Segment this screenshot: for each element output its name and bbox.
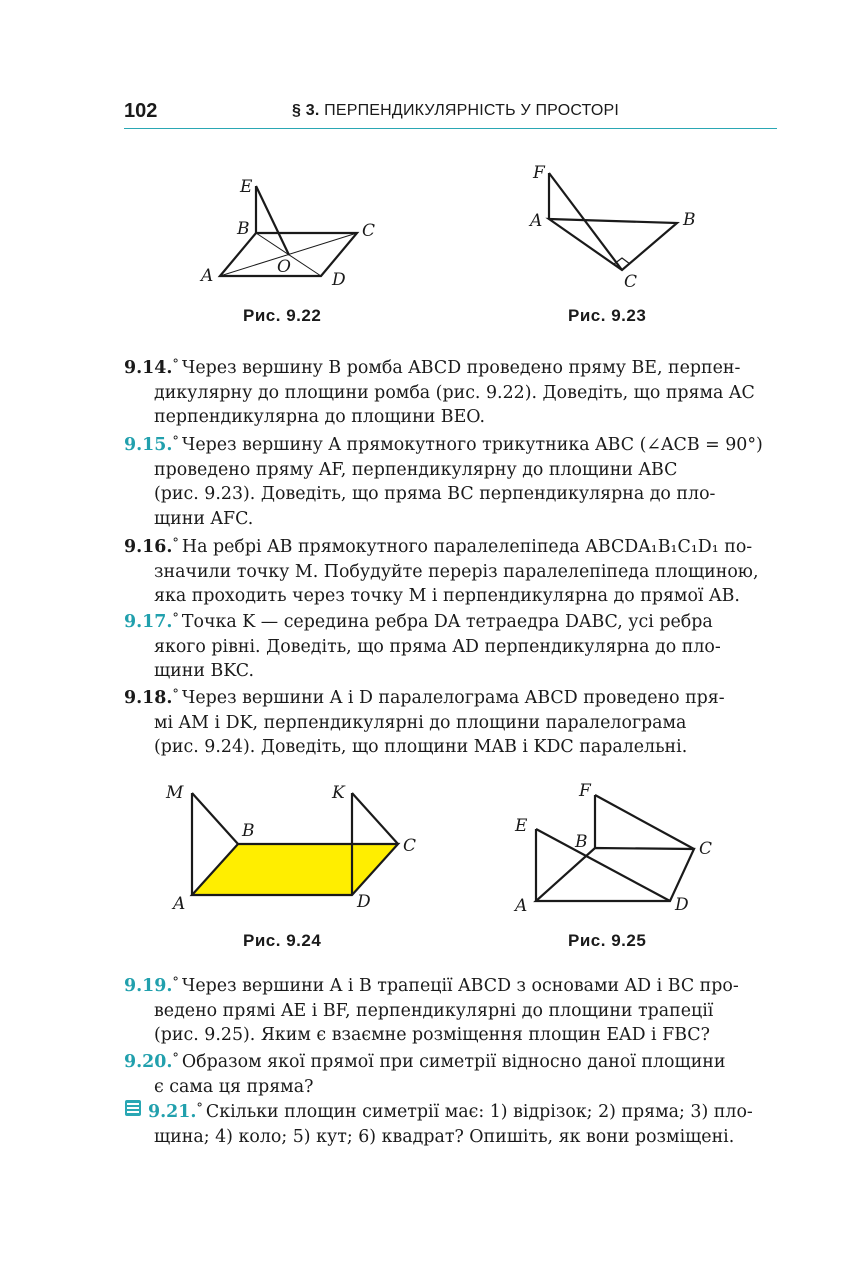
problem-number: 9.15.: [124, 435, 173, 455]
caption-fig-9-23: Рис. 9.23: [568, 306, 647, 325]
figure-9-25: [510, 775, 720, 915]
problem-number: 9.18.: [124, 688, 173, 708]
segment-fc: [595, 795, 694, 849]
problem-number: 9.21.: [148, 1102, 197, 1122]
label-d: D: [675, 895, 689, 915]
problem-9-14: 9.14.° Через вершину B ромба ABCD проведено пряму BE, перпен- дикулярну до площини ромба (рис. 9.22). Доведіть, що пряма AC перпендикулярна до площини BEO.: [124, 357, 755, 427]
page-header: [124, 98, 777, 129]
caption-fig-9-24: Рис. 9.24: [243, 931, 322, 950]
label-c: C: [362, 221, 376, 241]
label-c: C: [624, 272, 638, 292]
problem-9-17: 9.17.° Точка K — середина ребра DA тетраедра DABC, усі ребра якого рівні. Доведіть, що пряма AD перпендикулярна до пло- щини BKC.: [124, 611, 721, 681]
problem-9-19: 9.19.° Через вершини A і B трапеції ABCD з основами AD і BC про- ведено прямі AE і BF, перпендикулярні до площини трапеції (рис. 9.25). Яким є взаємне розміщення площин EAD і FBC?: [124, 975, 739, 1045]
problem-number: 9.16.: [124, 537, 173, 557]
parallelogram-abcd: [192, 844, 398, 895]
label-e: E: [240, 177, 253, 197]
label-f: F: [579, 781, 591, 801]
label-d: D: [332, 270, 346, 290]
label-o: O: [277, 257, 291, 277]
problem-9-21: 9.21.° Скільки площин симетрії має: 1) відрізок; 2) пряма; 3) пло- щина; 4) коло; 5) кут; 6) квадрат? Опишіть, як вони розміщені.: [148, 1101, 753, 1147]
label-b: B: [683, 210, 696, 230]
label-b: B: [237, 219, 250, 239]
segment-ed: [536, 829, 670, 901]
figure-9-22: [190, 170, 390, 295]
label-e: E: [515, 816, 528, 836]
trapezoid-abcd: [536, 848, 694, 901]
label-m: M: [166, 783, 184, 803]
label-a: A: [515, 896, 528, 916]
page-number: 102: [124, 100, 158, 122]
figure-9-23: [525, 160, 705, 295]
triangle-abc: [549, 219, 677, 270]
label-a: A: [530, 211, 543, 231]
label-b: B: [575, 832, 588, 852]
section-title: [292, 102, 619, 120]
section-number: § 3.: [292, 102, 320, 119]
label-c: C: [699, 839, 713, 859]
problem-number: 9.19.: [124, 976, 173, 996]
problem-9-18: 9.18.° Через вершини A і D паралелограма ABCD проведено пря- мі AM і DK, перпендикулярні до площини паралелограма (рис. 9.24). Доведіть, що площини MAB і KDC паралельні.: [124, 687, 725, 757]
problem-9-20: 9.20.° Образом якої прямої при симетрії відносно даної площини є сама ця пряма?: [124, 1051, 726, 1097]
problem-number: 9.14.: [124, 358, 173, 378]
problem-9-16: 9.16.° На ребрі AB прямокутного паралелепіпеда ABCDA₁B₁C₁D₁ по- значили точку M. Побудуйте переріз паралелепіпеда площиною, яка проходить через точку M і перпендикулярна до прямої AB.: [124, 536, 759, 606]
label-a: A: [201, 266, 214, 286]
figure-9-24: [160, 775, 425, 915]
label-k: K: [332, 783, 345, 803]
label-f: F: [533, 163, 545, 183]
caption-fig-9-25: Рис. 9.25: [568, 931, 647, 950]
label-a: A: [173, 894, 186, 914]
section-title-text: ПЕРПЕНДИКУЛЯРНІСТЬ У ПРОСТОРІ: [324, 102, 619, 119]
problem-9-15: 9.15.° Через вершину A прямокутного трикутника ABC (∠ACB = 90°) проведено пряму AF, перпендикулярну до площини ABC (рис. 9.23). Доведіть, що пряма BC перпендикулярна до пло- щини AFC.: [124, 434, 763, 529]
book-icon: [124, 1099, 142, 1117]
label-b: B: [242, 821, 255, 841]
segment-eo: [256, 186, 289, 255]
label-d: D: [357, 892, 371, 912]
segment-kc: [352, 793, 398, 844]
problem-number: 9.17.: [124, 612, 173, 632]
label-c: C: [403, 836, 417, 856]
problem-number: 9.20.: [124, 1052, 173, 1072]
caption-fig-9-22: Рис. 9.22: [243, 306, 322, 325]
segment-mb: [192, 793, 238, 844]
